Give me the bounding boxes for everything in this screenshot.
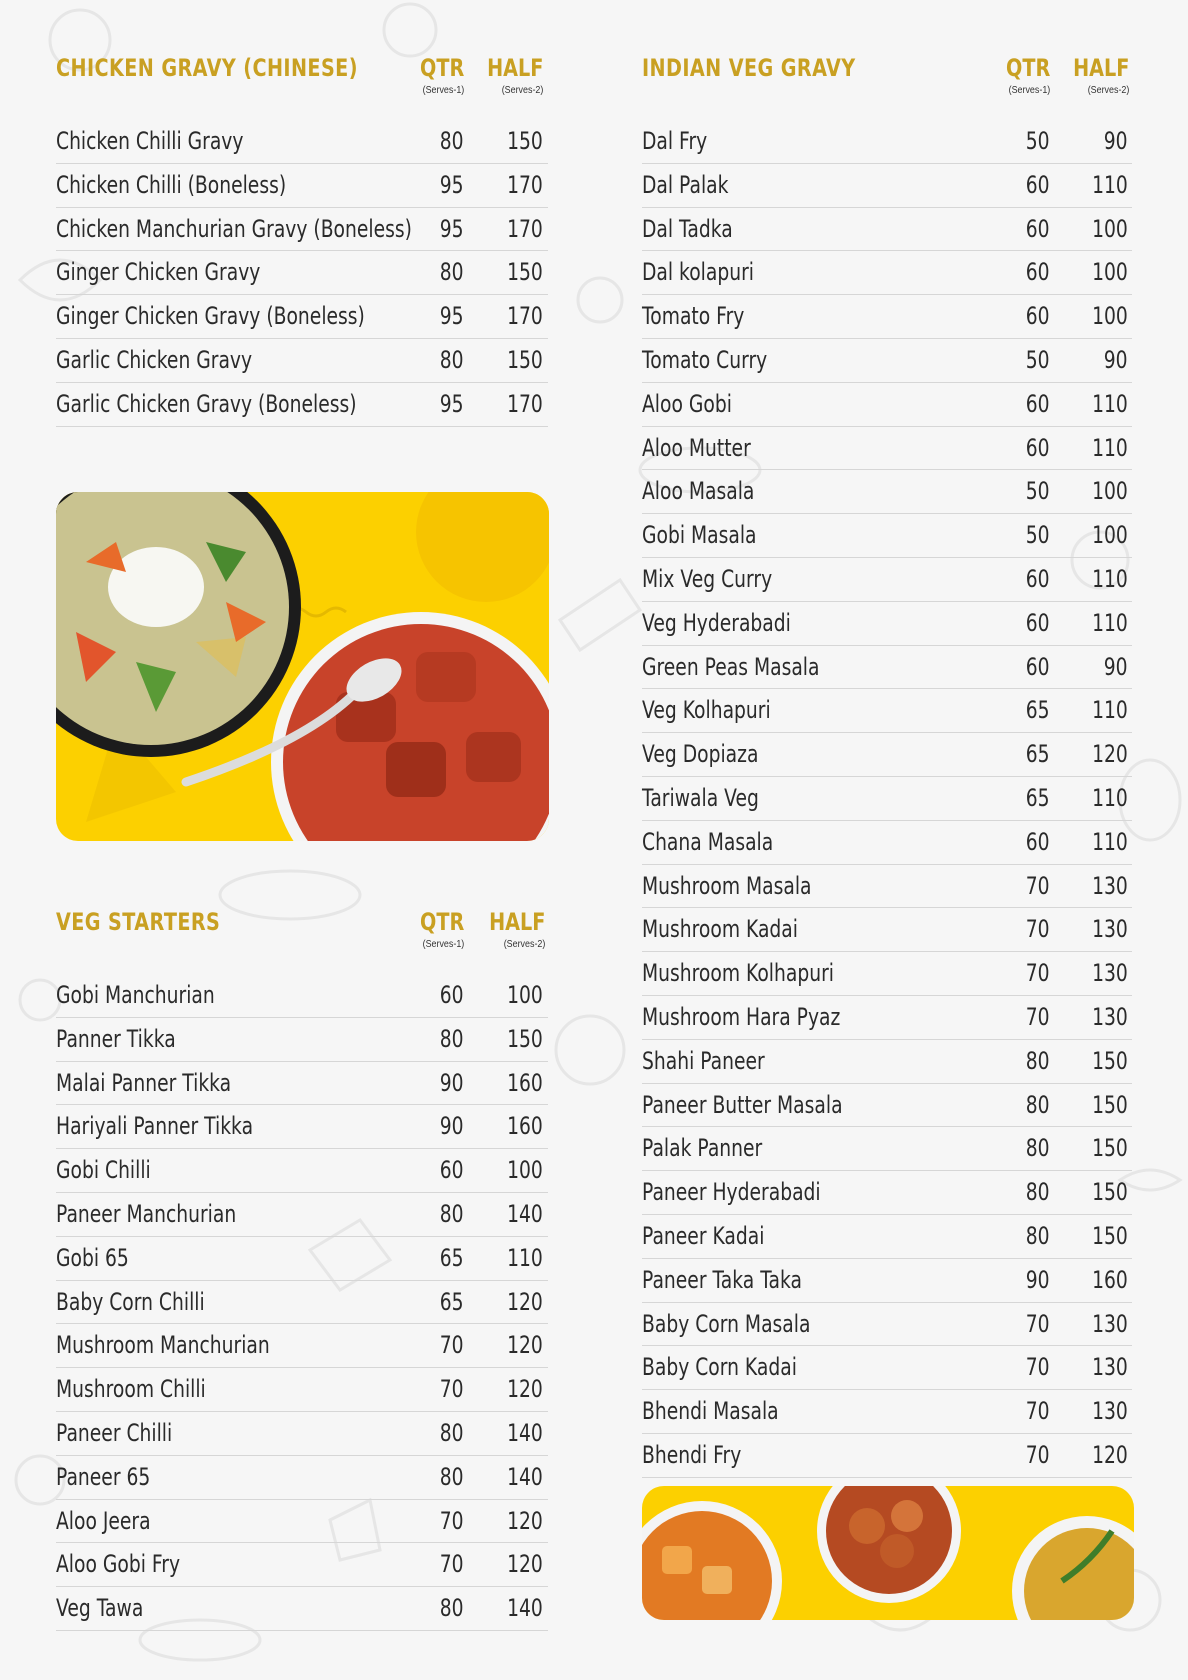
half-price: 130 — [1092, 1353, 1128, 1382]
menu-item-name: Baby Corn Chilli — [56, 1287, 205, 1316]
qtr-price: 95 — [440, 214, 464, 243]
menu-item-row — [56, 1018, 548, 1062]
item-list — [56, 120, 548, 427]
menu-item-row — [642, 646, 1132, 690]
qtr-label: QTR — [419, 54, 464, 82]
qtr-price: 80 — [1026, 1090, 1050, 1119]
half-price: 150 — [507, 127, 543, 155]
qtr-label: QTR — [419, 908, 464, 936]
qtr-column-header — [409, 54, 464, 96]
menu-item-row — [56, 1281, 548, 1325]
qtr-price: 65 — [1026, 696, 1050, 725]
menu-item-name: Bhendi Fry — [642, 1440, 742, 1469]
menu-item-row — [56, 1500, 548, 1544]
menu-item-row — [642, 295, 1132, 339]
menu-item-row — [642, 1084, 1132, 1128]
half-price: 160 — [1092, 1265, 1128, 1294]
menu-item-name: Chicken Manchurian Gravy (Boneless) — [56, 214, 412, 243]
half-price: 110 — [1092, 389, 1128, 418]
half-price: 100 — [1092, 477, 1128, 506]
half-price: 150 — [1092, 1221, 1128, 1250]
qtr-price: 60 — [1026, 608, 1050, 637]
menu-item-name: Veg Kolhapuri — [642, 696, 771, 725]
qtr-price: 60 — [1026, 302, 1050, 331]
section-veg-starters — [56, 908, 548, 1631]
menu-item-name: Chicken Chilli Gravy — [56, 127, 244, 155]
menu-item-name: Mushroom Chilli — [56, 1375, 206, 1404]
half-price: 160 — [507, 1112, 543, 1141]
qtr-price: 70 — [440, 1375, 464, 1404]
half-column-header — [475, 908, 545, 950]
qtr-price: 80 — [440, 1594, 464, 1623]
half-price: 150 — [1092, 1134, 1128, 1163]
qtr-price: 70 — [1026, 1353, 1050, 1382]
qtr-price: 65 — [1026, 783, 1050, 812]
half-price: 150 — [1092, 1090, 1128, 1119]
menu-item-name: Ginger Chicken Gravy (Boneless) — [56, 302, 365, 331]
qtr-price: 50 — [1026, 521, 1050, 550]
qtr-price: 90 — [440, 1068, 464, 1097]
menu-item-name: Palak Panner — [642, 1134, 763, 1163]
menu-item-row — [56, 1456, 548, 1500]
menu-item-row — [642, 1259, 1132, 1303]
half-price: 110 — [1092, 433, 1128, 462]
menu-item-name: Paneer Manchurian — [56, 1199, 237, 1228]
menu-item-row — [56, 1193, 548, 1237]
menu-item-row — [642, 1346, 1132, 1390]
qtr-price: 80 — [1026, 1046, 1050, 1075]
menu-item-row — [642, 733, 1132, 777]
section-title: CHICKEN GRAVY (CHINESE) — [56, 54, 358, 82]
menu-item-row — [56, 1237, 548, 1281]
menu-item-row — [642, 383, 1132, 427]
qtr-price: 90 — [1026, 1265, 1050, 1294]
half-price: 170 — [507, 389, 543, 418]
menu-item-name: Aloo Gobi Fry — [56, 1550, 181, 1579]
section-indian-veg-gravy — [642, 54, 1132, 1478]
menu-item-name: Aloo Masala — [642, 477, 755, 506]
qtr-price: 80 — [1026, 1221, 1050, 1250]
menu-item-row — [642, 865, 1132, 909]
qtr-price: 70 — [1026, 1440, 1050, 1469]
menu-item-row — [642, 164, 1132, 208]
qtr-price: 70 — [1026, 915, 1050, 944]
menu-item-name: Green Peas Masala — [642, 652, 820, 681]
menu-item-name: Dal Tadka — [642, 214, 733, 243]
menu-item-row — [642, 689, 1132, 733]
half-price: 150 — [507, 345, 543, 374]
menu-item-row — [56, 1062, 548, 1106]
half-price: 100 — [1092, 302, 1128, 331]
qtr-price: 70 — [1026, 1309, 1050, 1338]
menu-item-row — [642, 996, 1132, 1040]
menu-item-row — [642, 470, 1132, 514]
half-price: 110 — [1092, 696, 1128, 725]
menu-item-name: Garlic Chicken Gravy (Boneless) — [56, 389, 357, 418]
menu-item-row — [56, 1543, 548, 1587]
half-price: 110 — [1092, 608, 1128, 637]
half-price: 130 — [1092, 1002, 1128, 1031]
item-list — [642, 120, 1132, 1478]
qtr-price: 60 — [1026, 214, 1050, 243]
qtr-price: 70 — [440, 1506, 464, 1535]
half-price: 100 — [507, 1156, 543, 1185]
menu-item-row — [56, 1149, 548, 1193]
qtr-serves-note: (Serves-1) — [422, 938, 464, 950]
menu-item-row — [56, 164, 548, 208]
menu-item-name: Mushroom Kolhapuri — [642, 959, 834, 988]
qtr-price: 60 — [1026, 652, 1050, 681]
menu-item-name: Paneer Kadai — [642, 1221, 765, 1250]
qtr-price: 80 — [1026, 1134, 1050, 1163]
menu-item-name: Tomato Curry — [642, 345, 768, 374]
menu-item-row — [56, 383, 548, 427]
dishes-strip-photo — [642, 1486, 1134, 1620]
half-price: 150 — [1092, 1046, 1128, 1075]
half-price: 110 — [1092, 170, 1128, 199]
qtr-price: 65 — [440, 1243, 464, 1272]
qtr-price: 70 — [440, 1331, 464, 1360]
qtr-price: 60 — [1026, 433, 1050, 462]
menu-item-row — [642, 208, 1132, 252]
qtr-column-header — [409, 908, 464, 950]
menu-item-name: Garlic Chicken Gravy — [56, 345, 253, 374]
qtr-price: 80 — [440, 345, 464, 374]
menu-item-row — [642, 1434, 1132, 1478]
menu-item-name: Ginger Chicken Gravy — [56, 258, 261, 287]
qtr-serves-note: (Serves-1) — [422, 84, 464, 96]
half-price: 150 — [507, 1024, 543, 1053]
qtr-price: 80 — [440, 1418, 464, 1447]
half-price: 110 — [1092, 564, 1128, 593]
menu-item-name: Gobi Manchurian — [56, 981, 215, 1009]
half-price: 100 — [1092, 214, 1128, 243]
menu-item-name: Aloo Gobi — [642, 389, 732, 418]
menu-item-row — [642, 120, 1132, 164]
qtr-serves-note: (Serves-1) — [1008, 84, 1050, 96]
menu-item-name: Mushroom Kadai — [642, 915, 798, 944]
half-price: 130 — [1092, 1397, 1128, 1426]
half-price: 120 — [1092, 740, 1128, 769]
half-price: 170 — [507, 214, 543, 243]
section-header — [56, 908, 548, 974]
menu-item-name: Gobi Chilli — [56, 1156, 151, 1185]
menu-item-row — [56, 120, 548, 164]
half-price: 110 — [1092, 827, 1128, 856]
half-column-header — [473, 54, 543, 96]
menu-item-row — [642, 821, 1132, 865]
qtr-price: 70 — [440, 1550, 464, 1579]
qtr-price: 70 — [1026, 1002, 1050, 1031]
section-chicken-gravy-chinese — [56, 54, 548, 427]
half-price: 120 — [507, 1375, 543, 1404]
qtr-price: 95 — [440, 389, 464, 418]
menu-item-name: Panner Tikka — [56, 1024, 176, 1053]
menu-item-name: Veg Dopiaza — [642, 740, 759, 769]
half-price: 130 — [1092, 959, 1128, 988]
menu-item-name: Mushroom Masala — [642, 871, 812, 900]
qtr-price: 60 — [1026, 827, 1050, 856]
half-price: 100 — [1092, 258, 1128, 287]
menu-item-name: Veg Tawa — [56, 1594, 144, 1623]
qtr-price: 80 — [440, 1199, 464, 1228]
menu-item-row — [56, 974, 548, 1018]
half-price: 130 — [1092, 915, 1128, 944]
half-label: HALF — [1072, 54, 1129, 82]
half-price: 140 — [507, 1462, 543, 1491]
menu-item-row — [642, 1040, 1132, 1084]
qtr-price: 80 — [440, 127, 464, 155]
half-price: 160 — [507, 1068, 543, 1097]
section-header — [56, 54, 548, 120]
menu-item-name: Chana Masala — [642, 827, 774, 856]
menu-item-name: Gobi Masala — [642, 521, 757, 550]
qtr-column-header — [995, 54, 1050, 96]
menu-item-row — [642, 1127, 1132, 1171]
menu-item-name: Paneer Hyderabadi — [642, 1178, 821, 1207]
qtr-price: 90 — [440, 1112, 464, 1141]
qtr-price: 50 — [1026, 345, 1050, 374]
half-price: 170 — [507, 302, 543, 331]
section-header — [642, 54, 1132, 120]
qtr-price: 70 — [1026, 871, 1050, 900]
half-price: 130 — [1092, 1309, 1128, 1338]
qtr-price: 50 — [1026, 477, 1050, 506]
menu-item-name: Mushroom Manchurian — [56, 1331, 270, 1360]
qtr-price: 80 — [1026, 1178, 1050, 1207]
menu-item-row — [56, 295, 548, 339]
section-title: INDIAN VEG GRAVY — [642, 54, 856, 82]
qtr-price: 65 — [440, 1287, 464, 1316]
qtr-price: 60 — [1026, 258, 1050, 287]
menu-item-name: Dal Fry — [642, 127, 708, 155]
qtr-price: 95 — [440, 170, 464, 199]
menu-item-name: Chicken Chilli (Boneless) — [56, 170, 287, 199]
section-title: VEG STARTERS — [56, 908, 221, 936]
half-price: 120 — [507, 1506, 543, 1535]
half-price: 120 — [1092, 1440, 1128, 1469]
half-price: 90 — [1104, 127, 1128, 155]
menu-item-row — [642, 908, 1132, 952]
half-price: 90 — [1104, 345, 1128, 374]
qtr-price: 80 — [440, 1024, 464, 1053]
menu-item-row — [56, 1324, 548, 1368]
qtr-price: 65 — [1026, 740, 1050, 769]
qtr-price: 60 — [1026, 564, 1050, 593]
half-price: 120 — [507, 1331, 543, 1360]
menu-item-name: Veg Hyderabadi — [642, 608, 791, 637]
qtr-price: 95 — [440, 302, 464, 331]
qtr-price: 80 — [440, 1462, 464, 1491]
menu-item-name: Gobi 65 — [56, 1243, 129, 1272]
menu-item-row — [642, 558, 1132, 602]
menu-item-name: Baby Corn Kadai — [642, 1353, 797, 1382]
menu-item-row — [642, 1171, 1132, 1215]
half-price: 140 — [507, 1594, 543, 1623]
menu-item-name: Aloo Jeera — [56, 1506, 151, 1535]
menu-item-row — [642, 1215, 1132, 1259]
qtr-price: 70 — [1026, 959, 1050, 988]
menu-item-name: Bhendi Masala — [642, 1397, 779, 1426]
menu-item-name: Paneer Chilli — [56, 1418, 173, 1447]
half-label: HALF — [486, 54, 543, 82]
half-price: 150 — [507, 258, 543, 287]
menu-item-row — [56, 208, 548, 252]
half-price: 120 — [507, 1550, 543, 1579]
menu-item-name: Tomato Fry — [642, 302, 745, 331]
menu-item-row — [642, 952, 1132, 996]
qtr-label: QTR — [1005, 54, 1050, 82]
qtr-price: 60 — [1026, 389, 1050, 418]
half-serves-note: (Serves-2) — [503, 938, 545, 950]
menu-item-name: Mushroom Hara Pyaz — [642, 1002, 841, 1031]
half-price: 170 — [507, 170, 543, 199]
menu-item-name: Paneer Taka Taka — [642, 1265, 802, 1294]
menu-item-name: Mix Veg Curry — [642, 564, 773, 593]
qtr-price: 60 — [1026, 170, 1050, 199]
menu-item-row — [642, 427, 1132, 471]
qtr-price: 80 — [440, 258, 464, 287]
menu-item-row — [642, 777, 1132, 821]
menu-item-name: Paneer Butter Masala — [642, 1090, 843, 1119]
qtr-price: 60 — [440, 1156, 464, 1185]
menu-item-row — [56, 1368, 548, 1412]
half-column-header — [1059, 54, 1129, 96]
menu-item-name: Tariwala Veg — [642, 783, 759, 812]
qtr-price: 60 — [440, 981, 464, 1009]
menu-item-name: Dal kolapuri — [642, 258, 754, 287]
menu-item-name: Aloo Mutter — [642, 433, 751, 462]
menu-item-row — [56, 251, 548, 295]
half-price: 140 — [507, 1199, 543, 1228]
half-price: 100 — [507, 981, 543, 1009]
curry-bowls-photo — [56, 492, 549, 841]
menu-item-name: Baby Corn Masala — [642, 1309, 811, 1338]
menu-item-name: Dal Palak — [642, 170, 729, 199]
menu-item-row — [642, 514, 1132, 558]
half-price: 100 — [1092, 521, 1128, 550]
half-serves-note: (Serves-2) — [1087, 84, 1129, 96]
menu-item-row — [56, 339, 548, 383]
menu-item-row — [642, 602, 1132, 646]
half-serves-note: (Serves-2) — [501, 84, 543, 96]
menu-item-row — [642, 339, 1132, 383]
menu-item-name: Shahi Paneer — [642, 1046, 765, 1075]
menu-item-name: Paneer 65 — [56, 1462, 151, 1491]
half-price: 150 — [1092, 1178, 1128, 1207]
menu-item-row — [56, 1105, 548, 1149]
half-price: 140 — [507, 1418, 543, 1447]
menu-item-row — [642, 1390, 1132, 1434]
menu-item-name: Malai Panner Tikka — [56, 1068, 232, 1097]
qtr-price: 50 — [1026, 127, 1050, 155]
menu-item-row — [56, 1587, 548, 1631]
qtr-price: 70 — [1026, 1397, 1050, 1426]
half-price: 110 — [1092, 783, 1128, 812]
half-label: HALF — [488, 908, 545, 936]
half-price: 120 — [507, 1287, 543, 1316]
half-price: 110 — [507, 1243, 543, 1272]
menu-item-row — [56, 1412, 548, 1456]
item-list — [56, 974, 548, 1631]
menu-item-name: Hariyali Panner Tikka — [56, 1112, 254, 1141]
menu-item-row — [642, 1303, 1132, 1347]
menu-item-row — [642, 251, 1132, 295]
half-price: 90 — [1104, 652, 1128, 681]
half-price: 130 — [1092, 871, 1128, 900]
